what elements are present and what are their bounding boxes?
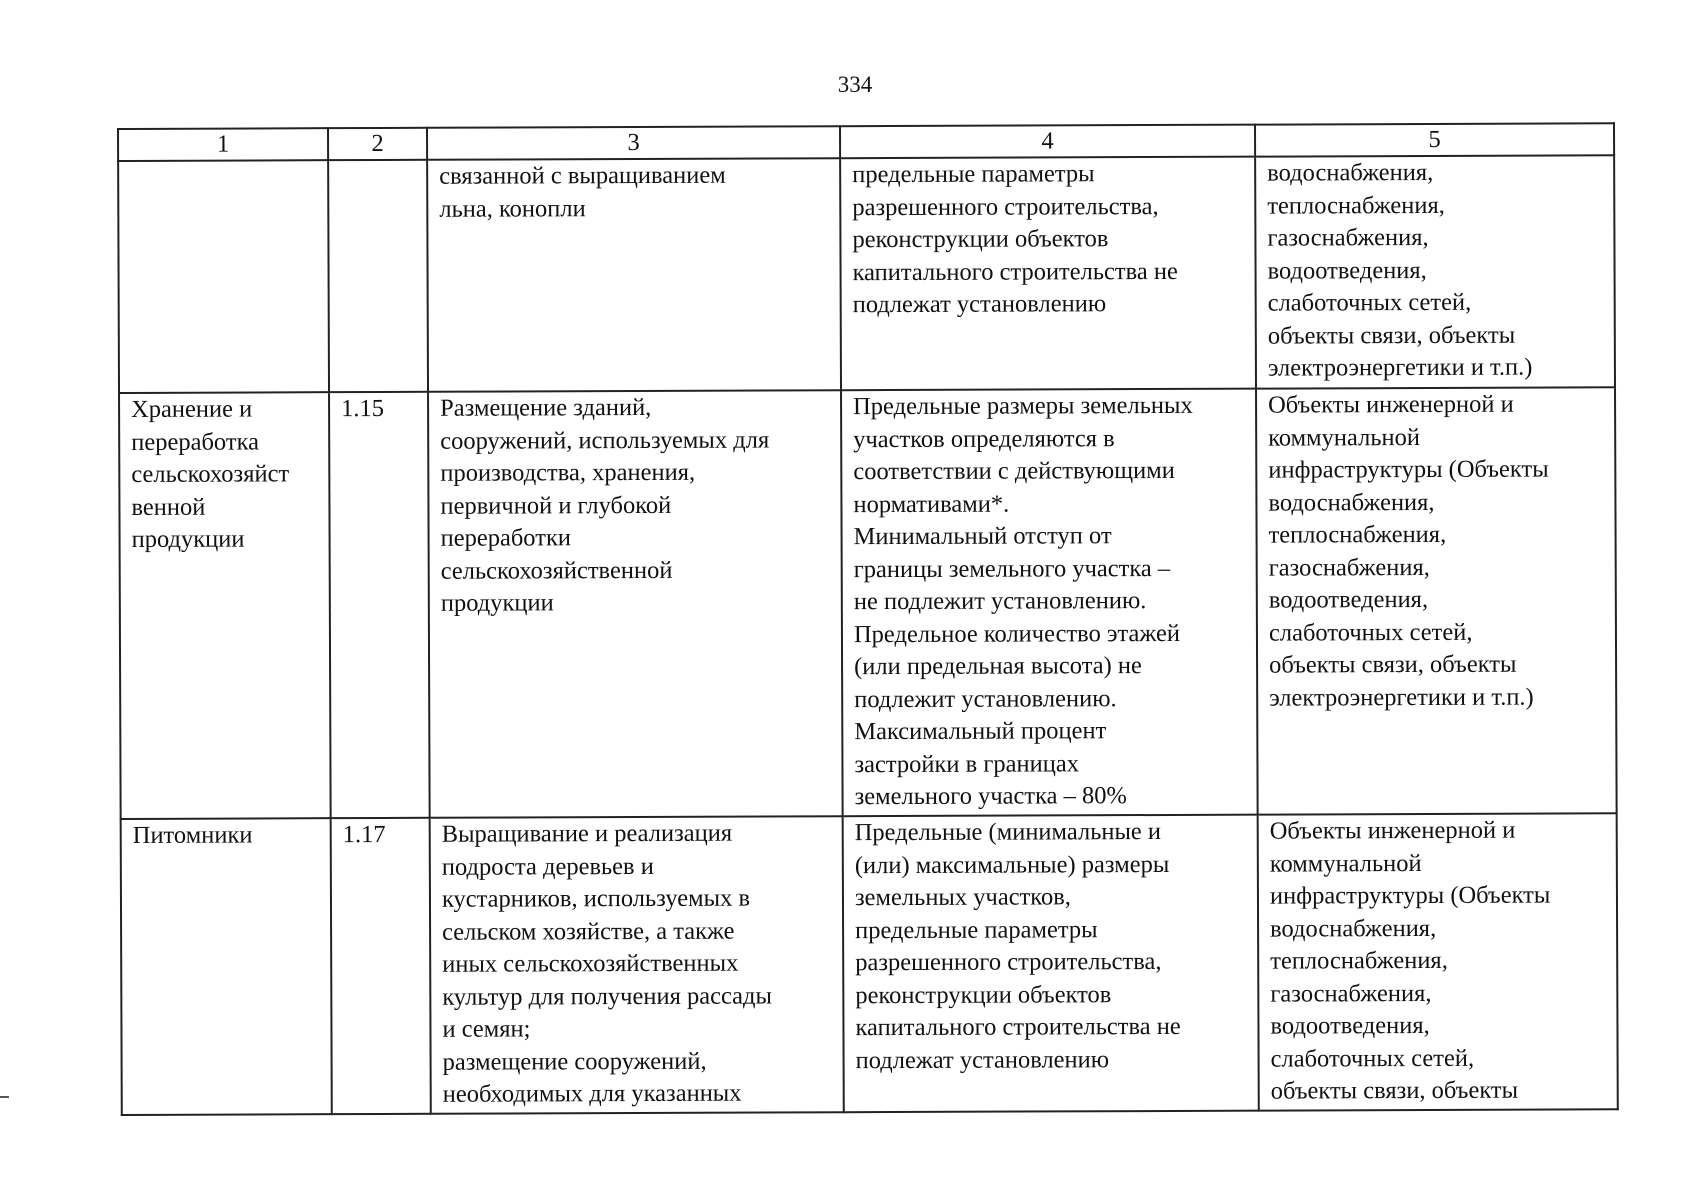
table-row (121, 813, 1618, 1115)
use-name-cell: Питомники (121, 818, 332, 1115)
use-code-cell: 1.17 (331, 818, 431, 1114)
page-number: 334 (837, 72, 873, 97)
header-col-1: 1 (118, 128, 328, 161)
use-description-cell: Размещение зданий, сооружений, используемых для производства, хранения, первичной и глубокой переработки сельскохозяйственной продукции (428, 390, 843, 818)
parameters-cell: Предельные размеры земельных участков определяются в соответствии с действующими нормативами*. Минимальный отступ от границы земельного участка – не подлежит установлению. Предельное количество этажей (или предельная высота) не подлежит установлению. Максимальный процент застройки в границах земельного участка – 80% (841, 389, 1258, 817)
infrastructure-cell: Объекты инженерной и коммунальной инфраструктуры (Объекты водоснабжения, теплоснабжения, газоснабжения, водоотведения, слаботочных сетей, объекты связи, объекты электроэнергетики и т.п.) (1256, 387, 1617, 814)
table-row (118, 155, 1615, 393)
header-col-2: 2 (328, 128, 427, 160)
parameters-cell: Предельные (минимальные и (или) максимальные) размеры земельных участков, предельные параметры разрешенного строительства, реконструкции объектов капитального строительства не подлежат установлению (843, 815, 1259, 1113)
header-col-3: 3 (427, 126, 840, 160)
header-col-4: 4 (840, 125, 1255, 159)
land-use-table (117, 122, 1619, 1116)
use-description-cell: Выращивание и реализация подроста деревьев и кустарников, используемых в сельском хозяйстве, а также иных сельскохозяйственных культур для получения рассады и семян; размещение сооружений, необходимых для указанных (430, 816, 844, 1114)
use-name-cell (118, 160, 329, 393)
header-col-5: 5 (1255, 123, 1614, 156)
use-code-cell (328, 160, 428, 392)
parameters-cell: предельные параметры разрешенного строительства, реконструкции объектов капитального строительства не подлежат установлению (840, 157, 1256, 391)
use-description-cell: связанной с выращиванием льна, конопли (427, 158, 841, 392)
scan-edge-mark (0, 1096, 9, 1098)
infrastructure-cell: водоснабжения, теплоснабжения, газоснабжения, водоотведения, слаботочных сетей, объекты связи, объекты электроэнергетики и т.п.) (1255, 155, 1615, 388)
use-code-cell: 1.15 (329, 392, 430, 818)
use-name-cell: Хранение и переработка сельскохозяйст венной продукции (119, 392, 331, 819)
table-row (119, 387, 1617, 819)
infrastructure-cell: Объекты инженерной и коммунальной инфраструктуры (Объекты водоснабжения, теплоснабжения, газоснабжения, водоотведения, слаботочных сетей, объекты связи, объекты (1258, 813, 1618, 1110)
